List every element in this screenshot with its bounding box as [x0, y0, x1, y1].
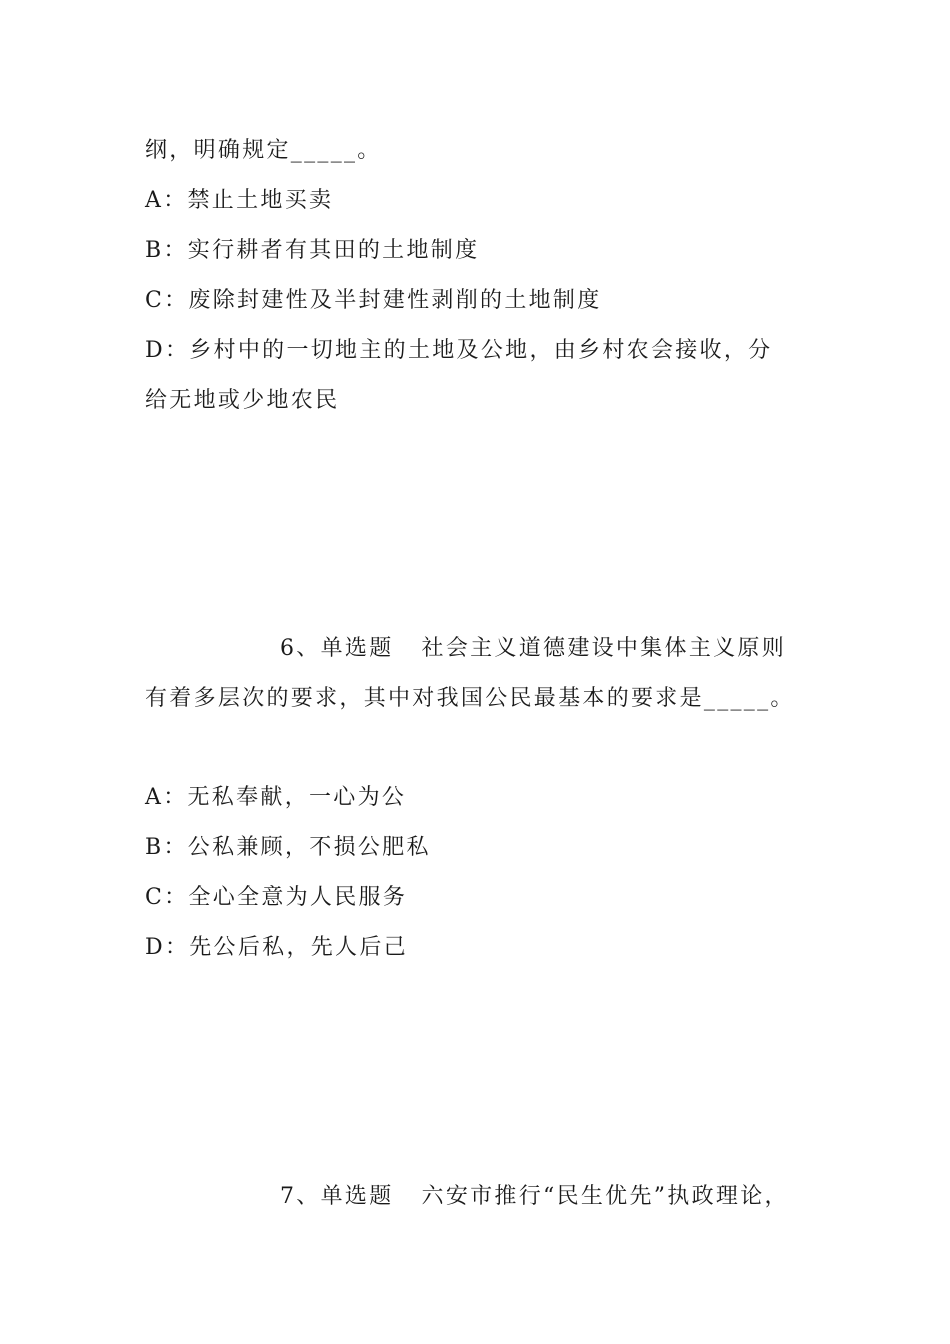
question-6-number: 6、 — [280, 636, 321, 661]
prev-question-stem: 纲，明确规定_____。 — [145, 138, 382, 163]
question-6-option-d: D：先公后私，先人后己 — [145, 935, 408, 960]
question-6-stem-line1: 社会主义道德建设中集体主义原则 — [421, 636, 787, 661]
question-6-option-a: A：无私奉献，一心为公 — [145, 785, 407, 810]
prev-option-d-continued: 给无地或少地农民 — [145, 388, 340, 413]
prev-option-a: A：禁止土地买卖 — [145, 188, 334, 213]
question-7-type: 单选题 — [320, 1184, 394, 1209]
question-6-option-b: B：公私兼顾，不损公肥私 — [145, 835, 431, 860]
question-6-header — [280, 634, 786, 664]
question-7-stem-line1: 六安市推行“民生优先”执政理论， — [421, 1184, 789, 1209]
question-6-option-c: C：全心全意为人民服务 — [145, 885, 408, 910]
prev-option-d: D：乡村中的一切地主的土地及公地，由乡村农会接收，分 — [145, 338, 773, 363]
prev-option-c: C：废除封建性及半封建性剥削的土地制度 — [145, 288, 602, 313]
question-6-stem-line2: 有着多层次的要求，其中对我国公民最基本的要求是_____。 — [145, 686, 795, 711]
question-7-header — [280, 1182, 789, 1212]
prev-option-b: B：实行耕者有其田的土地制度 — [145, 238, 480, 263]
question-7-number: 7、 — [280, 1184, 321, 1209]
question-6-type: 单选题 — [320, 636, 394, 661]
